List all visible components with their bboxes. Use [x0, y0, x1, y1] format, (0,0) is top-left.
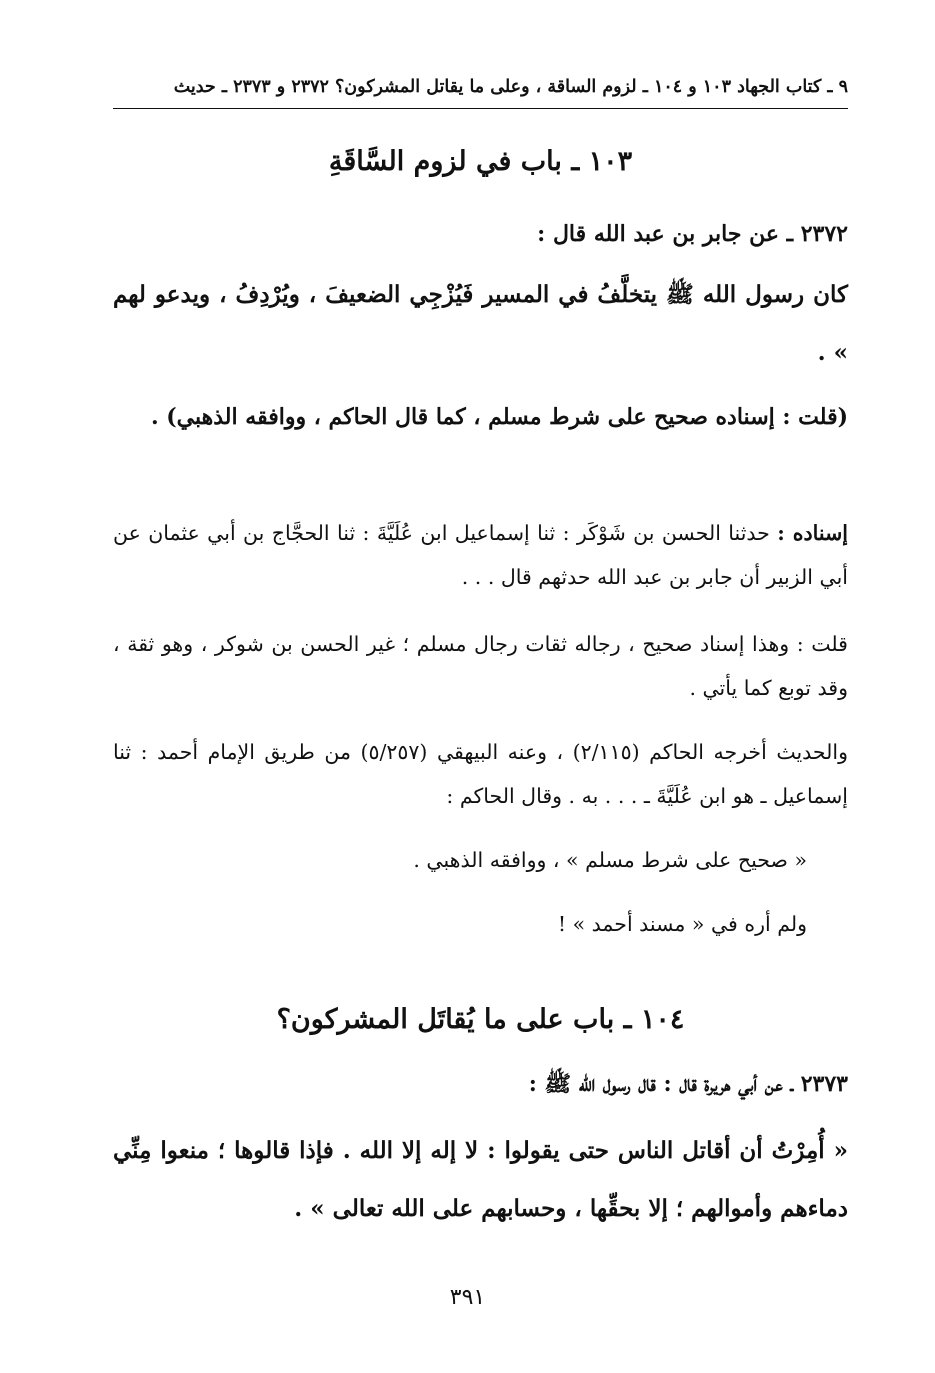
hadith-2372-grading: (قلت : إسناده صحيح على شرط مسلم ، كما قال الحاكم ، ووافقه الذهبي) . [150, 404, 848, 430]
hadith-2372-isnad [113, 511, 848, 599]
isnad-text: حدثنا الحسن بن شَوْكَر : ثنا إسماعيل ابن عُلَيَّةَ : ثنا الحجَّاج بن أبي عثمان عن أبي الزبير أن جابر بن عبد الله حدثهم قال . . . [113, 521, 848, 589]
hadith-2372-remark: ولم أره في « مسند أحمد » ! [557, 912, 807, 936]
header-rule [113, 108, 848, 109]
hadith-2372-quote: « صحيح على شرط مسلم » ، ووافقه الذهبي . [413, 848, 807, 872]
isnad-label: إسناده : [777, 521, 848, 545]
hadith-2373-text: « أُمِرْتُ أن أقاتل الناس حتى يقولوا : لا إله إلا الله . فإذا قالوها ؛ منعوا مِنِّي دماءهم وأموالهم ؛ إلا بحقِّها ، وحسابهم على الله تعالى » . [113, 1137, 848, 1222]
running-header: ٩ ـ كتاب الجهاد ١٠٣ و ١٠٤ ـ لزوم الساقة ، وعلى ما يقاتل المشركون؟ ٢٣٧٢ و ٢٣٧٣ ـ حديث [173, 77, 848, 97]
hadith-2372-takhrij: والحديث أخرجه الحاكم (٢/١١٥) ، وعنه البيهقي (٥/٢٥٧) من طريق الإمام أحمد : ثنا إسماعيل ـ هو ابن عُلَيَّةَ ـ . . . به . وقال الحاكم : [113, 740, 848, 808]
chapter-104-title: ١٠٤ ـ باب على ما يُقاتَل المشركون؟ [276, 1004, 685, 1035]
chapter-103-title: ١٠٣ ـ باب في لزوم السَّاقَةِ [328, 146, 633, 177]
page-number: ٣٩١ [449, 1285, 486, 1310]
hadith-2373-heading: ٢٣٧٣ ـ عن أبي هريرة قال : قال رسول الله ﷺ : [528, 1071, 848, 1097]
hadith-2372-comment: قلت : وهذا إسناد صحيح ، رجاله ثقات رجال مسلم ؛ غير الحسن بن شوكر ، وهو ثقة ، وقد توبع كما يأتي . [113, 632, 848, 700]
hadith-2372-text: كان رسول الله ﷺ يتخلَّفُ في المسير فَيُزْجِي الضعيفَ ، ويُرْدِفُ ، ويدعو لهم » . [113, 281, 848, 366]
hadith-2372-heading: ٢٣٧٢ ـ عن جابر بن عبد الله قال : [537, 221, 848, 247]
